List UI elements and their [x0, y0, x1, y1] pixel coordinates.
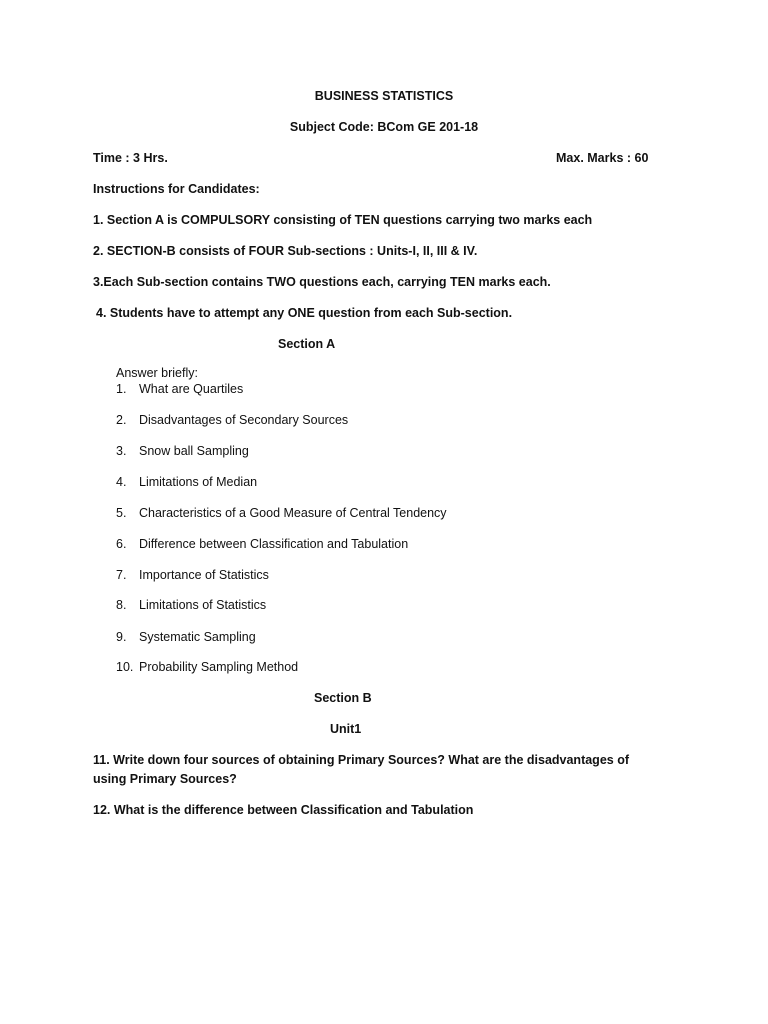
section-b-heading: Section B	[314, 691, 372, 705]
instructions-heading: Instructions for Candidates:	[93, 182, 260, 196]
section-a-question	[116, 628, 256, 646]
question-text: Limitations of Median	[139, 475, 258, 489]
section-a-heading: Section A	[278, 337, 336, 351]
max-marks: Max. Marks : 60	[556, 151, 649, 165]
paper-title: BUSINESS STATISTICS	[314, 89, 454, 103]
question-number: 6.	[116, 537, 127, 551]
question-number: 10.	[116, 660, 134, 674]
question-text: Snow ball Sampling	[139, 444, 249, 458]
section-a-question	[116, 566, 269, 584]
question-text: Characteristics of a Good Measure of Central Tendency	[139, 506, 447, 520]
question-number: 4.	[116, 475, 127, 489]
question-text: Limitations of Statistics	[139, 598, 267, 612]
question-text: Probability Sampling Method	[139, 660, 299, 674]
question-number: 3.	[116, 444, 127, 458]
section-a-question	[116, 596, 266, 614]
instruction-item: 4. Students have to attempt any ONE question from each Sub-section.	[96, 306, 513, 320]
section-b-question: 11. Write down four sources of obtaining Primary Sources? What are the disadvantages of using Primary Sources?	[93, 753, 629, 786]
subject-code: Subject Code: BCom GE 201-18	[289, 120, 479, 134]
question-text: Disadvantages of Secondary Sources	[139, 413, 349, 427]
instruction-item: 3.Each Sub-section contains TWO questions each, carrying TEN marks each.	[93, 275, 551, 289]
section-a-question	[116, 504, 447, 522]
question-text: What are Quartiles	[139, 382, 244, 396]
section-a-question	[116, 535, 408, 553]
section-a-question	[116, 380, 243, 398]
question-number: 2.	[116, 413, 127, 427]
question-text: Systematic Sampling	[139, 630, 256, 644]
section-a-question	[116, 442, 249, 460]
question-number: 5.	[116, 506, 127, 520]
section-a-question	[116, 473, 257, 491]
question-text: Importance of Statistics	[139, 568, 269, 582]
question-text: Difference between Classification and Tabulation	[139, 537, 409, 551]
instruction-item: 1. Section A is COMPULSORY consisting of TEN questions carrying two marks each	[93, 213, 593, 227]
question-number: 1.	[116, 382, 127, 396]
answer-briefly-prompt: Answer briefly:	[116, 366, 198, 380]
time-allowed: Time : 3 Hrs.	[93, 151, 168, 165]
section-a-question	[116, 658, 298, 676]
question-number: 7.	[116, 568, 127, 582]
section-b-question: 12. What is the difference between Classification and Tabulation	[93, 803, 474, 817]
question-number: 8.	[116, 598, 127, 612]
question-number: 9.	[116, 630, 127, 644]
section-a-question	[116, 411, 348, 429]
unit-heading: Unit1	[330, 722, 362, 736]
instruction-item: 2. SECTION-B consists of FOUR Sub-sections : Units-I, II, III & IV.	[93, 244, 478, 258]
